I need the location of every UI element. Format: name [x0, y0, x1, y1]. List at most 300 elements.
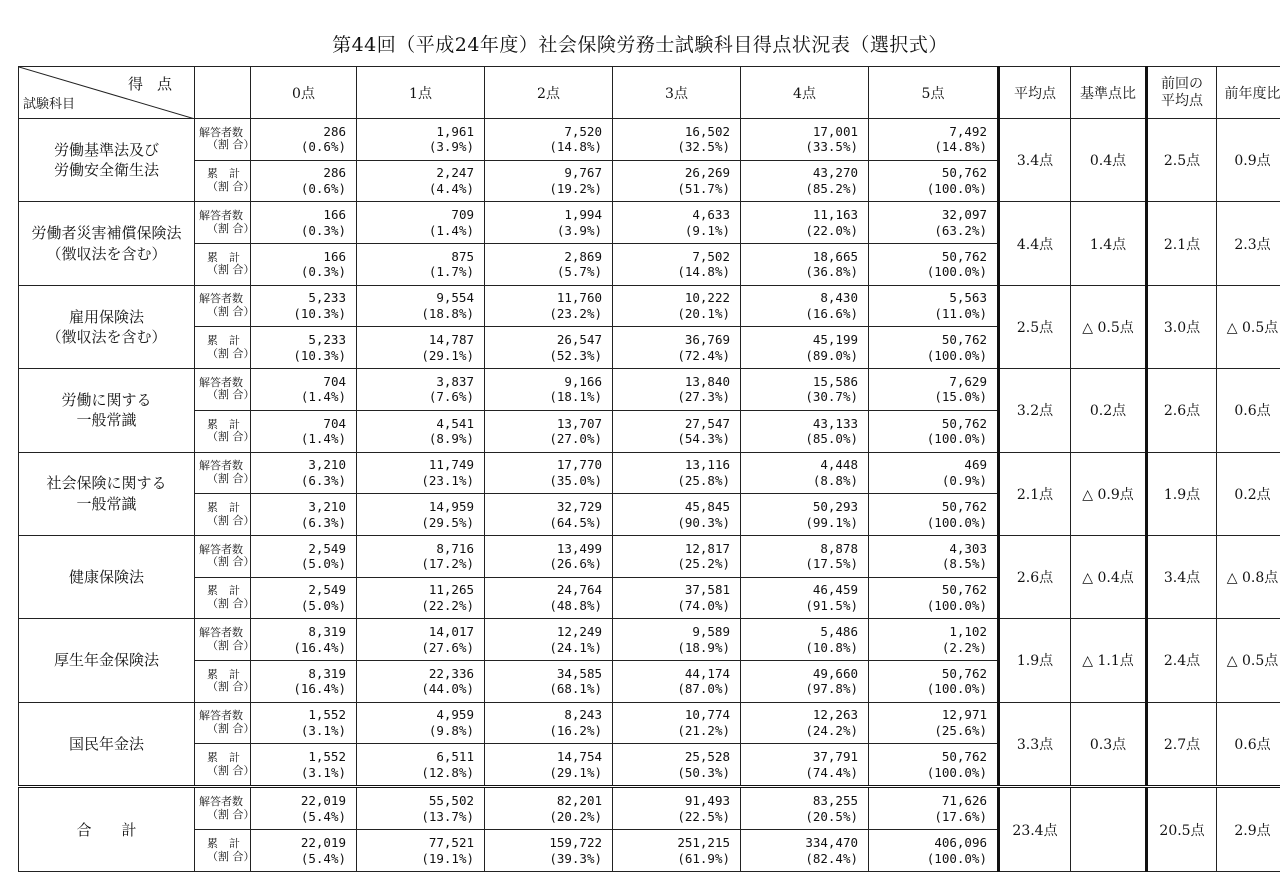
cell-answerers [869, 452, 999, 494]
cell-cumulative [485, 577, 613, 619]
count: 6,511 [436, 749, 474, 765]
label-ratio: （割 合） [207, 807, 255, 821]
avg-score: 2.5点 [999, 285, 1071, 368]
cell-answerers [613, 787, 741, 830]
cell-cumulative [357, 410, 485, 452]
label-text: 累 計 [207, 836, 240, 850]
count: 159,722 [549, 835, 602, 850]
percent: (7.6%) [428, 389, 474, 405]
label-ratio: （割 合） [207, 180, 255, 194]
cell-cumulative [613, 410, 741, 452]
cell-cumulative [741, 160, 869, 202]
count: 8,716 [436, 540, 474, 556]
percent: (8.8%) [812, 472, 858, 488]
row-label-answerers [195, 285, 255, 327]
count: 11,163 [812, 207, 858, 223]
percent: (0.6%) [300, 139, 346, 155]
count: 13,707 [556, 415, 602, 431]
cell-answerers [485, 535, 613, 577]
count: 25,528 [684, 749, 730, 765]
percent: (8.5%) [941, 556, 987, 572]
label-text: 解答者数 [199, 292, 243, 306]
row-label-answerers [195, 619, 255, 661]
avg-score: 3.4点 [999, 119, 1071, 202]
cell-cumulative [357, 244, 485, 286]
table-row [19, 369, 1280, 411]
cell-cumulative [869, 327, 999, 369]
percent: (16.4%) [293, 681, 346, 697]
percent: (26.6%) [549, 556, 602, 572]
count: 704 [323, 415, 346, 431]
label-ratio: （割 合） [207, 596, 255, 610]
percent: (74.0%) [677, 597, 730, 613]
percent: (74.4%) [805, 764, 858, 780]
count: 2,549 [308, 582, 346, 598]
subject-label-line2: 一般常識 [76, 494, 137, 513]
percent: (0.3%) [300, 264, 346, 280]
count: 50,762 [941, 165, 987, 181]
count: 14,017 [428, 623, 474, 639]
count: 17,001 [812, 123, 858, 139]
base-ratio: 0.3点 [1071, 702, 1147, 787]
cell-answerers [251, 452, 357, 494]
subject-label-line1: 労働に関する [61, 391, 152, 410]
cell-answerers [357, 452, 485, 494]
cell-cumulative [251, 410, 357, 452]
table-row [19, 119, 1280, 161]
count: 26,547 [556, 332, 602, 348]
percent: (16.6%) [805, 306, 858, 322]
percent: (63.2%) [934, 222, 987, 238]
percent: (100.0%) [926, 681, 987, 697]
prev-avg: 1.9点 [1147, 452, 1217, 535]
cell-cumulative [613, 660, 741, 702]
percent: (54.3%) [677, 431, 730, 447]
count: 8,243 [564, 707, 602, 723]
avg-score: 23.4点 [999, 787, 1071, 872]
count: 37,581 [684, 582, 730, 598]
count: 37,791 [812, 749, 858, 765]
percent: (18.1%) [549, 389, 602, 405]
count: 50,762 [941, 665, 987, 681]
table-row [19, 702, 1280, 744]
count: 44,174 [684, 665, 730, 681]
label-text: 解答者数 [199, 459, 243, 473]
table-row [19, 452, 1280, 494]
row-label-cumulative [195, 244, 255, 286]
cell-cumulative [741, 577, 869, 619]
count: 4,633 [692, 207, 730, 223]
count: 14,754 [556, 749, 602, 765]
label-text: 累 計 [207, 500, 240, 514]
count: 10,222 [684, 290, 730, 306]
percent: (20.1%) [677, 306, 730, 322]
count: 469 [964, 457, 987, 473]
percent: (3.1%) [300, 764, 346, 780]
cell-answerers [741, 702, 869, 744]
label-ratio: （割 合） [207, 305, 255, 319]
subject-name [19, 787, 195, 872]
count: 77,521 [428, 835, 474, 850]
row-label-cumulative [195, 494, 255, 536]
count: 7,629 [949, 373, 987, 389]
label-text: 累 計 [207, 751, 240, 765]
cell-answerers [485, 702, 613, 744]
percent: (8.9%) [428, 431, 474, 447]
cell-cumulative [485, 744, 613, 787]
cell-answerers [251, 535, 357, 577]
percent: (5.4%) [300, 850, 346, 866]
label-text: 累 計 [207, 167, 240, 181]
percent: (10.3%) [293, 347, 346, 363]
base-ratio: 0.2点 [1071, 369, 1147, 452]
label-text: 解答者数 [199, 375, 243, 389]
label-ratio: （割 合） [207, 763, 255, 777]
base-ratio: 0.4点 [1071, 119, 1147, 202]
label-text: 解答者数 [199, 542, 243, 556]
percent: (82.4%) [805, 850, 858, 866]
percent: (19.1%) [421, 850, 474, 866]
row-label-cumulative [195, 577, 255, 619]
subject-label: 合 計 [76, 820, 137, 839]
cell-cumulative [869, 660, 999, 702]
label-col-header [195, 67, 251, 119]
count: 5,563 [949, 290, 987, 306]
subject-label-line2: （徴収法を含む） [46, 244, 167, 263]
percent: (22.2%) [421, 597, 474, 613]
percent: (16.4%) [293, 639, 346, 655]
col-header-base: 基準点比 [1071, 67, 1147, 119]
cell-cumulative [741, 410, 869, 452]
count: 2,869 [564, 248, 602, 264]
count: 11,749 [428, 457, 474, 473]
subject-name [19, 535, 195, 618]
count: 4,303 [949, 540, 987, 556]
subject-label-line2: 労働安全衛生法 [53, 161, 159, 180]
count: 12,817 [684, 540, 730, 556]
cell-answerers [485, 285, 613, 327]
cell-cumulative [485, 494, 613, 536]
cell-cumulative [613, 494, 741, 536]
percent: (61.9%) [677, 850, 730, 866]
count: 1,102 [949, 623, 987, 639]
cell-answerers [357, 369, 485, 411]
prev-line1: 前回の [1161, 76, 1203, 93]
percent: (20.2%) [549, 808, 602, 824]
percent: (44.0%) [421, 681, 474, 697]
count: 83,255 [812, 793, 858, 809]
base-ratio [1071, 787, 1147, 872]
row-label-answerers [195, 535, 255, 577]
cell-answerers [741, 619, 869, 661]
percent: (3.9%) [428, 139, 474, 155]
percent: (25.8%) [677, 472, 730, 488]
percent: (100.0%) [926, 347, 987, 363]
label-text: 累 計 [207, 584, 240, 598]
percent: (48.8%) [549, 597, 602, 613]
row-label-cumulative [195, 660, 255, 702]
percent: (18.8%) [421, 306, 474, 322]
percent: (19.2%) [549, 181, 602, 197]
percent: (50.3%) [677, 764, 730, 780]
cell-cumulative [869, 830, 999, 872]
table-row [19, 285, 1280, 327]
percent: (1.4%) [300, 431, 346, 447]
count: 286 [323, 165, 346, 181]
label-ratio: （割 合） [207, 221, 255, 235]
percent: (10.3%) [293, 306, 346, 322]
cell-answerers [357, 119, 485, 161]
cell-answerers [613, 285, 741, 327]
cell-answerers [357, 619, 485, 661]
label-ratio: （割 合） [207, 680, 255, 694]
count: 8,430 [820, 290, 858, 306]
percent: (6.3%) [300, 472, 346, 488]
label-text: 解答者数 [199, 709, 243, 723]
count: 5,233 [308, 332, 346, 348]
cell-cumulative [741, 244, 869, 286]
table-row [19, 787, 1280, 830]
cell-answerers [357, 535, 485, 577]
label-ratio: （割 合） [207, 138, 255, 152]
cell-cumulative [357, 577, 485, 619]
percent: (91.5%) [805, 597, 858, 613]
percent: (24.2%) [805, 722, 858, 738]
percent: (2.2%) [941, 639, 987, 655]
cell-cumulative [357, 160, 485, 202]
subject-label-line1: 社会保険に関する [46, 474, 167, 493]
count: 50,762 [941, 498, 987, 514]
percent: (27.3%) [677, 389, 730, 405]
percent: (23.1%) [421, 472, 474, 488]
row-label-cumulative [195, 744, 255, 787]
count: 82,201 [556, 793, 602, 809]
cell-answerers [869, 619, 999, 661]
count: 50,762 [941, 248, 987, 264]
percent: (6.3%) [300, 514, 346, 530]
percent: (52.3%) [549, 347, 602, 363]
cell-cumulative [251, 327, 357, 369]
cell-cumulative [869, 577, 999, 619]
percent: (89.0%) [805, 347, 858, 363]
count: 50,762 [941, 332, 987, 348]
subject-name [19, 452, 195, 535]
count: 36,769 [684, 332, 730, 348]
yoy-diff: 2.3点 [1217, 202, 1280, 285]
cell-cumulative [485, 410, 613, 452]
percent: (4.4%) [428, 181, 474, 197]
count: 709 [451, 207, 474, 223]
base-ratio: △ 1.1点 [1071, 619, 1147, 702]
count: 5,233 [308, 290, 346, 306]
cell-cumulative [613, 327, 741, 369]
count: 286 [323, 123, 346, 139]
percent: (22.5%) [677, 808, 730, 824]
percent: (0.3%) [300, 222, 346, 238]
row-label-cumulative [195, 160, 255, 202]
label-text: 累 計 [207, 334, 240, 348]
cell-answerers [613, 369, 741, 411]
count: 50,293 [812, 498, 858, 514]
count: 12,263 [812, 707, 858, 723]
percent: (35.0%) [549, 472, 602, 488]
cell-cumulative [251, 830, 357, 872]
cell-answerers [613, 119, 741, 161]
corner-cell [19, 67, 195, 119]
cell-cumulative [251, 660, 357, 702]
cell-cumulative [357, 660, 485, 702]
cell-cumulative [357, 830, 485, 872]
col-header-prev [1147, 67, 1217, 119]
label-text: 解答者数 [199, 125, 243, 139]
percent: (11.0%) [934, 306, 987, 322]
count: 15,586 [812, 373, 858, 389]
row-label-answerers [195, 702, 255, 744]
count: 8,319 [308, 665, 346, 681]
percent: (64.5%) [549, 514, 602, 530]
cell-cumulative [741, 830, 869, 872]
percent: (1.7%) [428, 264, 474, 280]
percent: (14.8%) [934, 139, 987, 155]
base-ratio: △ 0.4点 [1071, 535, 1147, 618]
count: 7,520 [564, 123, 602, 139]
label-ratio: （割 合） [207, 721, 255, 735]
percent: (21.2%) [677, 722, 730, 738]
percent: (85.2%) [805, 181, 858, 197]
label-ratio: （割 合） [207, 346, 255, 360]
count: 8,878 [820, 540, 858, 556]
count: 32,097 [941, 207, 987, 223]
percent: (24.1%) [549, 639, 602, 655]
count: 13,116 [684, 457, 730, 473]
count: 406,096 [934, 835, 987, 850]
count: 14,959 [428, 498, 474, 514]
percent: (33.5%) [805, 139, 858, 155]
cell-cumulative [869, 410, 999, 452]
subject-label-line1: 国民年金法 [68, 734, 144, 753]
label-text: 累 計 [207, 250, 240, 264]
yoy-diff: 2.9点 [1217, 787, 1280, 872]
cell-answerers [613, 535, 741, 577]
subject-label-line1: 労働者災害補償保険法 [31, 224, 182, 243]
percent: (32.5%) [677, 139, 730, 155]
percent: (27.6%) [421, 639, 474, 655]
label-text: 累 計 [207, 417, 240, 431]
percent: (100.0%) [926, 597, 987, 613]
count: 704 [323, 373, 346, 389]
count: 13,499 [556, 540, 602, 556]
cell-cumulative [869, 494, 999, 536]
label-ratio: （割 合） [207, 263, 255, 277]
col-header-1: 1点 [357, 67, 485, 119]
yoy-diff: 0.6点 [1217, 702, 1280, 787]
cell-answerers [485, 619, 613, 661]
col-header-0: 0点 [251, 67, 357, 119]
row-label-answerers [195, 202, 255, 244]
percent: (23.2%) [549, 306, 602, 322]
cell-answerers [485, 202, 613, 244]
yoy-diff: 0.9点 [1217, 119, 1280, 202]
cell-answerers [741, 202, 869, 244]
cell-cumulative [357, 327, 485, 369]
count: 24,764 [556, 582, 602, 598]
count: 14,787 [428, 332, 474, 348]
percent: (5.4%) [300, 808, 346, 824]
percent: (29.1%) [421, 347, 474, 363]
row-label-answerers [195, 452, 255, 494]
cell-cumulative [741, 494, 869, 536]
count: 11,265 [428, 582, 474, 598]
cell-answerers [251, 119, 357, 161]
count: 46,459 [812, 582, 858, 598]
subject-name [19, 369, 195, 452]
count: 4,541 [436, 415, 474, 431]
count: 50,762 [941, 749, 987, 765]
count: 43,270 [812, 165, 858, 181]
percent: (18.9%) [677, 639, 730, 655]
count: 11,760 [556, 290, 602, 306]
subject-name [19, 619, 195, 702]
count: 22,019 [300, 793, 346, 809]
yoy-diff: △ 0.5点 [1217, 285, 1280, 368]
cell-cumulative [613, 160, 741, 202]
cell-cumulative [251, 244, 357, 286]
base-ratio: △ 0.5点 [1071, 285, 1147, 368]
row-label-cumulative [195, 327, 255, 369]
count: 4,448 [820, 457, 858, 473]
percent: (9.8%) [428, 722, 474, 738]
cell-answerers [869, 369, 999, 411]
row-label-answerers [195, 369, 255, 411]
count: 9,767 [564, 165, 602, 181]
percent: (14.8%) [677, 264, 730, 280]
prev-avg: 3.4点 [1147, 535, 1217, 618]
percent: (29.5%) [421, 514, 474, 530]
percent: (17.5%) [805, 556, 858, 572]
percent: (27.0%) [549, 431, 602, 447]
count: 9,589 [692, 623, 730, 639]
count: 45,845 [684, 498, 730, 514]
cell-answerers [251, 702, 357, 744]
cell-answerers [613, 702, 741, 744]
col-header-2: 2点 [485, 67, 613, 119]
cell-cumulative [251, 577, 357, 619]
avg-score: 3.3点 [999, 702, 1071, 787]
score-table [18, 66, 1280, 872]
percent: (13.7%) [421, 808, 474, 824]
count: 12,971 [941, 707, 987, 723]
percent: (100.0%) [926, 514, 987, 530]
subject-label-line1: 労働基準法及び [53, 140, 159, 159]
cell-answerers [485, 119, 613, 161]
subject-label-line1: 雇用保険法 [68, 307, 144, 326]
count: 5,486 [820, 623, 858, 639]
cell-answerers [251, 619, 357, 661]
cell-cumulative [869, 160, 999, 202]
count: 13,840 [684, 373, 730, 389]
percent: (68.1%) [549, 681, 602, 697]
page-title: 第44回（平成24年度）社会保険労務士試験科目得点状況表（選択式） [332, 34, 948, 56]
avg-score: 2.6点 [999, 535, 1071, 618]
cell-cumulative [741, 660, 869, 702]
percent: (25.6%) [934, 722, 987, 738]
percent: (85.0%) [805, 431, 858, 447]
count: 9,166 [564, 373, 602, 389]
prev-avg: 2.1点 [1147, 202, 1217, 285]
yoy-diff: △ 0.5点 [1217, 619, 1280, 702]
row-label-answerers [195, 119, 255, 161]
cell-answerers [357, 285, 485, 327]
